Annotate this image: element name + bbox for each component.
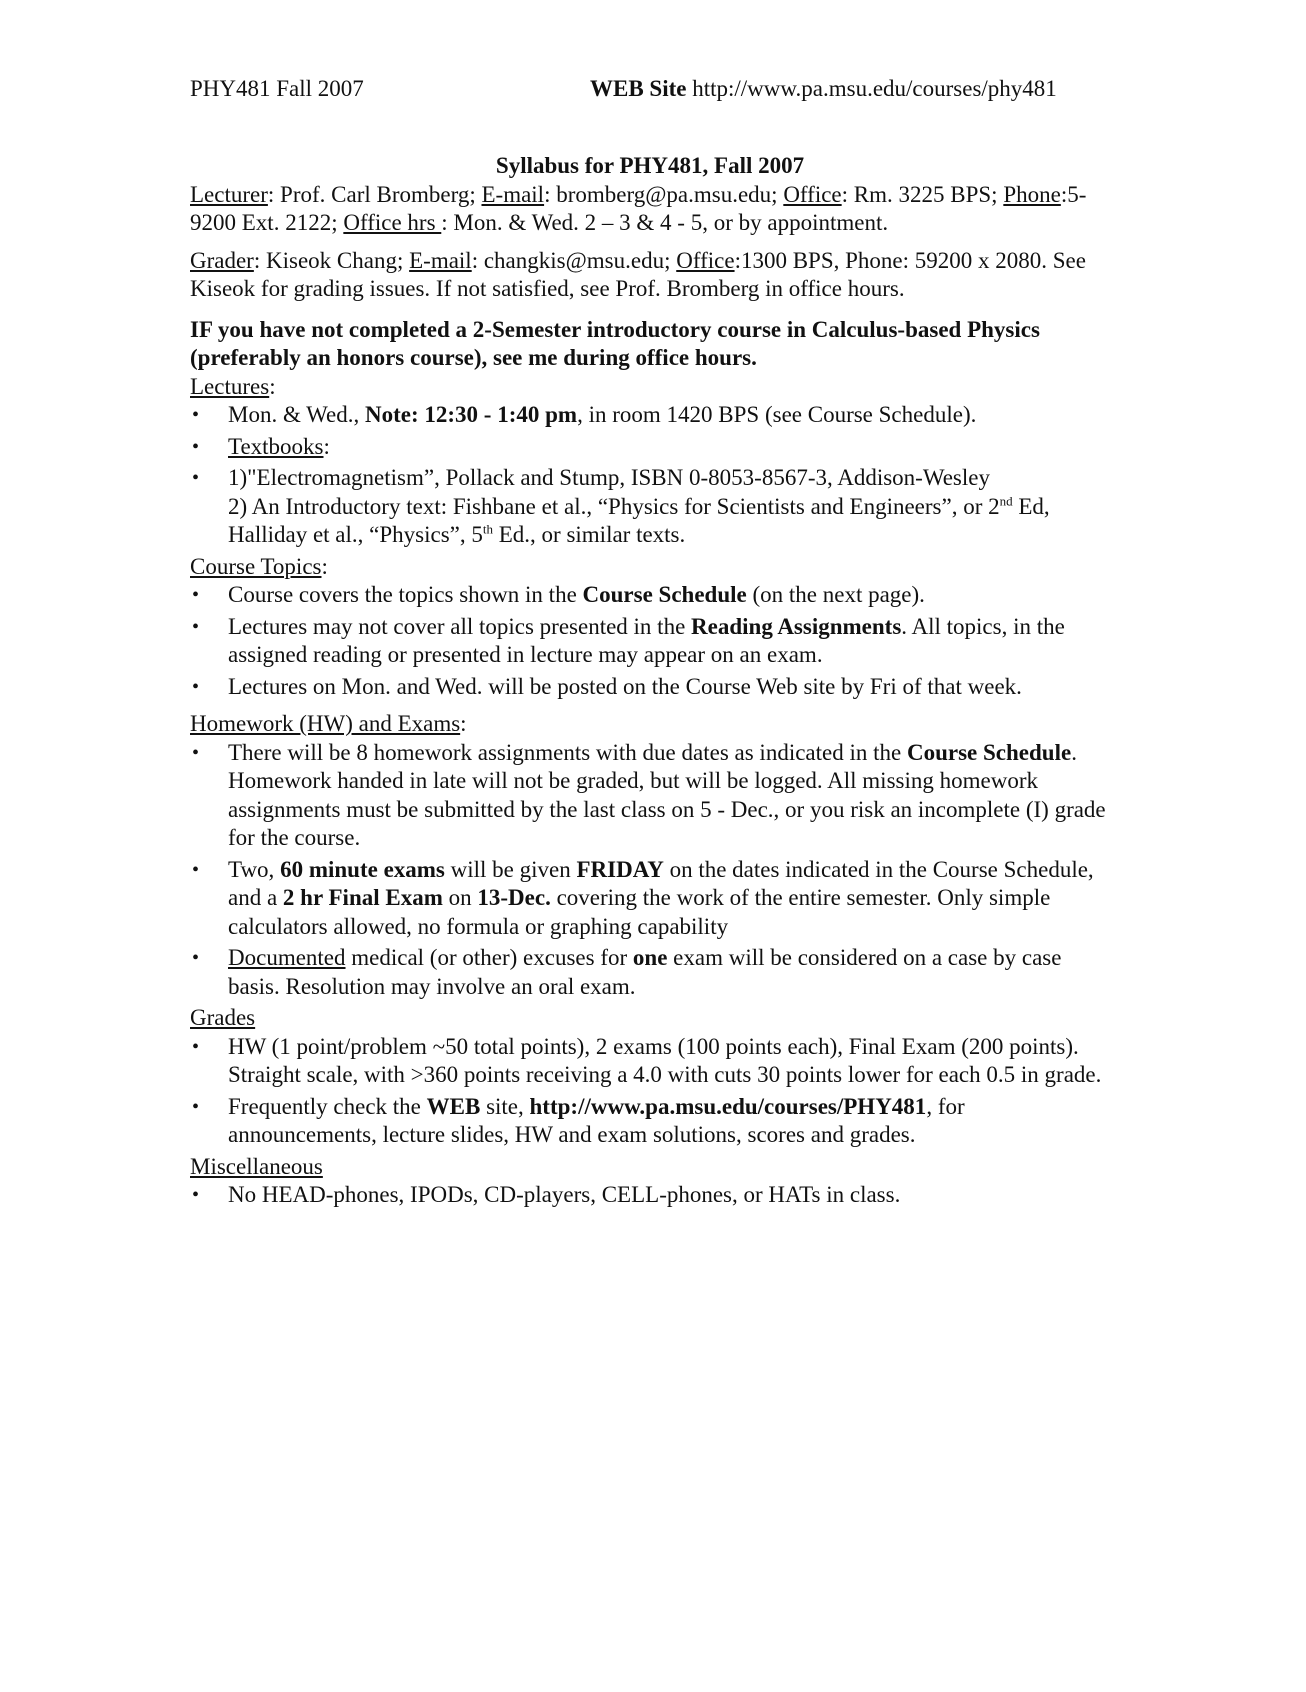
list-item [190, 401, 1110, 430]
grades-text: Frequently check the [228, 1093, 427, 1119]
grades-bold: WEB [426, 1093, 481, 1119]
lecturer-email-label: E-mail [481, 181, 545, 207]
grades-text: HW (1 point/problem ~50 total points), 2 exams (100 points each), Final Exam (200 points). Straight scale, with >360 points receiving a 4.0 with cuts 30 points lower for each 0.5 in grade. [228, 1033, 1102, 1087]
superscript: nd [999, 492, 1013, 508]
lecturer-hours: : Mon. & Wed. 2 – 3 & 4 - 5, or by appointment. [441, 210, 889, 235]
exam-bold: FRIDAY [576, 856, 664, 882]
topic-text: Lectures may not cover all topics presented in the [228, 613, 692, 639]
list-item [190, 1033, 1110, 1090]
grader-info [190, 247, 1110, 304]
list-item [190, 944, 1110, 1001]
grades-heading [190, 1004, 1110, 1033]
lecture-days: Mon. & Wed., [228, 402, 366, 427]
lecturer-office: : Rm. 3225 BPS; [841, 181, 998, 207]
exam-bold: 13-Dec. [477, 885, 551, 910]
exam-text: will be given [444, 856, 577, 882]
bullet-icon: • [192, 675, 200, 698]
lecture-time: Note: 12:30 - 1:40 pm [365, 402, 578, 427]
lectures-list [190, 401, 1110, 550]
exam-text: on the dates indicated in the Course Schedule, and a [228, 856, 1094, 910]
lecturer-hours-label: Office hrs [343, 210, 442, 235]
bullet-icon: • [192, 435, 200, 458]
exam-text: on [442, 885, 478, 910]
homework-bold: Course Schedule [906, 739, 1072, 765]
bullet-icon: • [192, 1184, 200, 1206]
lectures-heading [190, 373, 1110, 402]
grades-text: site, [480, 1093, 530, 1119]
lecturer-name: : Prof. Carl Bromberg; [267, 181, 482, 207]
lecture-room: , in room 1420 BPS (see Course Schedule). [577, 402, 977, 427]
topic-bold: Reading Assignments [691, 613, 902, 639]
syllabus-body [190, 152, 1110, 1213]
grader-email: : changkis@msu.edu; [471, 247, 677, 273]
misc-list [190, 1181, 1110, 1210]
lectures-heading-text: Lectures [190, 373, 270, 399]
grader-label: Grader [190, 247, 254, 273]
misc-text: No HEAD-phones, IPODs, CD-players, CELL-phones, or HATs in class. [228, 1182, 901, 1207]
lecturer-info [190, 181, 1110, 238]
bullet-icon: • [192, 615, 200, 638]
exam-text: covering the work of the entire semester. Only simple calculators allowed, no formula or graphing capability [228, 885, 1051, 939]
topic-bold: Course Schedule [582, 582, 747, 607]
grader-name: : Kiseok Chang; [253, 247, 410, 273]
homework-text: There will be 8 homework assignments with due dates as indicated in the [228, 739, 907, 765]
course-header: PHY481 Fall 2007 [190, 76, 364, 101]
exam-bold: 60 minute exams [280, 856, 445, 882]
list-item [190, 1181, 1110, 1210]
lecturer-email: : bromberg@pa.msu.edu; [544, 181, 784, 207]
textbook-2-cont: Ed, Halliday et al., “Physics”, 5 [228, 493, 1050, 547]
list-item [190, 1093, 1110, 1150]
excuse-text: exam will be considered on a case by case basis. Resolution may involve an oral exam. [228, 945, 1062, 999]
bullet-icon: • [192, 1035, 200, 1058]
grades-list [190, 1033, 1110, 1150]
grades-text: , for announcements, lecture slides, HW and exam solutions, scores and grades. [228, 1093, 965, 1147]
bullet-icon: • [192, 1095, 200, 1118]
grader-office-label: Office [676, 247, 735, 273]
topic-text: (on the next page). [746, 582, 925, 607]
website-url: http://www.pa.msu.edu/courses/phy481 [692, 76, 1057, 101]
bullet-icon: • [192, 947, 200, 969]
textbook-1: 1)"Electromagnetism”, Pollack and Stump, ISBN 0-8053-8567-3, Addison-Wesley [228, 465, 990, 490]
lecturer-phone: :5-9200 Ext. 2122; [190, 181, 1087, 235]
textbooks-label: Textbooks [228, 433, 324, 459]
website-header [590, 76, 1057, 102]
exam-text: Two, [228, 856, 281, 882]
grader-email-label: E-mail [409, 247, 472, 273]
topic-text: Lectures on Mon. and Wed. will be posted on the Course Web site by Fri of that week. [228, 673, 1022, 699]
lecturer-office-label: Office [783, 181, 842, 207]
heading-colon: : [323, 433, 330, 459]
lecturer-phone-label: Phone [1003, 181, 1061, 207]
grader-office: :1300 BPS, Phone: 59200 x 2080. See Kiseok for grading issues. If not satisfied, see Prof. Bromberg in office hours. [190, 247, 1086, 301]
list-item [190, 739, 1110, 853]
list-item [190, 673, 1110, 702]
lecturer-label: Lecturer [190, 181, 268, 207]
list-item [190, 464, 1110, 550]
superscript: th [482, 521, 493, 537]
topics-heading-text: Course Topics [190, 553, 322, 579]
topics-heading [190, 553, 1110, 582]
textbook-2: 2) An Introductory text: Fishbane et al., “Physics for Scientists and Engineers”, or 2 [228, 493, 1000, 519]
exam-bold: 2 hr Final Exam [282, 885, 443, 910]
excuse-underlined: Documented [228, 945, 346, 970]
page-title: Syllabus for PHY481, Fall 2007 [495, 153, 805, 178]
bullet-icon: • [192, 741, 200, 764]
list-item [190, 613, 1110, 670]
topics-list [190, 581, 1110, 701]
excuse-text: medical (or other) excuses for [345, 945, 633, 970]
homework-list [190, 739, 1110, 1002]
homework-text: . Homework handed in late will not be graded, but will be logged. All missing homework assignments must be submitted by the last class on 5 - Dec., or you risk an incomplete (I) grade for the course. [228, 739, 1106, 850]
excuse-bold: one [632, 945, 668, 970]
prerequisite-warning: IF you have not completed a 2-Semester introductory course in Calculus-based Physics (preferably an honors course), see me during office hours. [190, 316, 1040, 370]
list-item [190, 581, 1110, 610]
bullet-icon: • [192, 858, 200, 881]
list-item [190, 856, 1110, 942]
bullet-icon: • [192, 584, 200, 606]
heading-colon: : [269, 373, 276, 399]
heading-colon: : [460, 711, 467, 736]
bullet-icon: • [192, 467, 200, 489]
topic-text: Course covers the topics shown in the [228, 582, 583, 607]
heading-colon: : [321, 553, 328, 579]
misc-heading-text: Miscellaneous [190, 1153, 323, 1179]
grades-heading-text: Grades [190, 1005, 256, 1030]
grades-url: http://www.pa.msu.edu/courses/PHY481 [529, 1093, 927, 1119]
topic-text: . All topics, in the assigned reading or presented in lecture may appear on an exam. [228, 613, 1065, 667]
website-label: WEB Site [590, 76, 687, 101]
misc-heading [190, 1153, 1110, 1182]
homework-heading-text: Homework (HW) and Exams [190, 711, 461, 736]
list-item [190, 433, 1110, 462]
bullet-icon: • [192, 404, 200, 426]
textbook-2-end: Ed., or similar texts. [492, 522, 686, 547]
homework-heading [190, 710, 1110, 739]
